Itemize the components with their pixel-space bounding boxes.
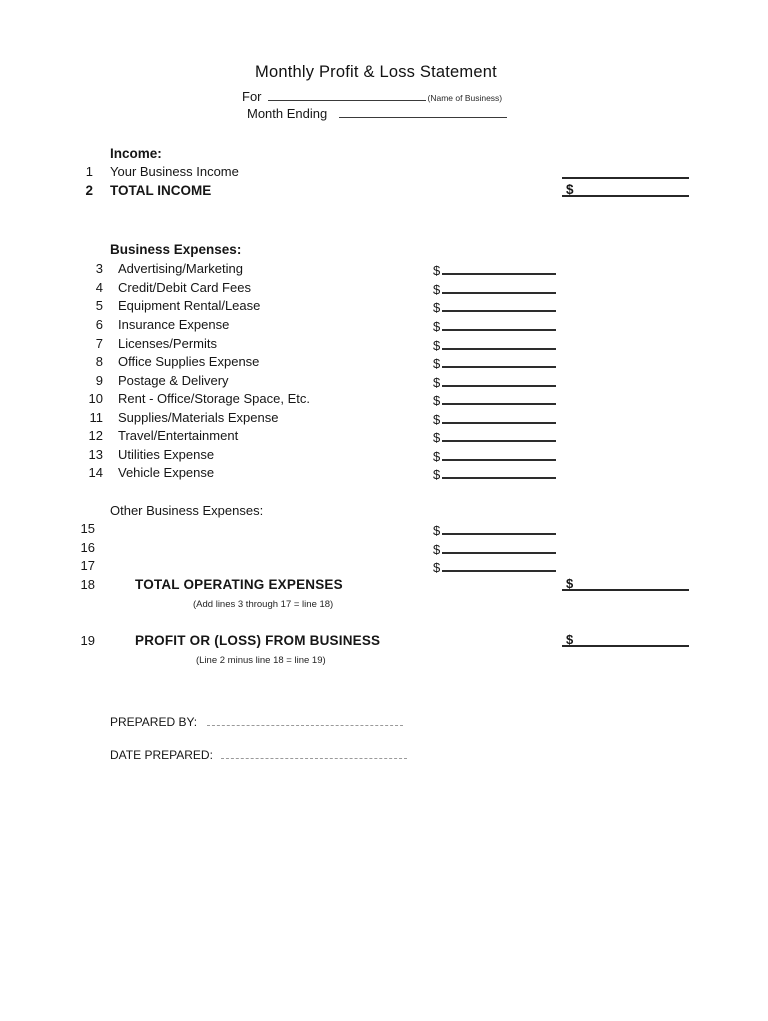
line-number: 16	[80, 540, 95, 555]
date-prepared-label: DATE PREPARED:	[110, 748, 213, 762]
expense-label: Credit/Debit Card Fees	[118, 280, 251, 295]
line-number: 18	[80, 577, 95, 592]
page-title: Monthly Profit & Loss Statement	[255, 63, 497, 81]
line-number: 9	[95, 373, 103, 388]
expense-row	[0, 315, 768, 334]
dollar-sign: $	[433, 375, 441, 390]
total-income-amount-field	[562, 181, 689, 197]
amount-blank-line	[442, 334, 556, 350]
expense-row	[0, 463, 768, 482]
line-number: 2	[85, 183, 93, 198]
expense-row	[0, 426, 768, 445]
amount-field	[433, 278, 556, 297]
amount-field	[433, 463, 556, 482]
expense-row	[0, 389, 768, 408]
amount-field	[433, 334, 556, 353]
other-business-expenses-heading: Other Business Expenses:	[110, 503, 264, 518]
dollar-sign: $	[433, 263, 441, 278]
income-heading: Income:	[110, 146, 162, 161]
prepared-by-blank-line	[207, 713, 403, 726]
amount-blank-line	[442, 463, 556, 479]
expense-label: Insurance Expense	[118, 317, 230, 332]
amount-blank-line	[442, 352, 556, 368]
dollar-sign: $	[433, 412, 441, 427]
line-number: 17	[80, 558, 95, 573]
expense-label: Utilities Expense	[118, 447, 215, 462]
expense-label: Office Supplies Expense	[118, 354, 260, 369]
expense-row	[0, 408, 768, 427]
total-operating-expenses-label: TOTAL OPERATING EXPENSES	[135, 577, 343, 592]
amount-field	[433, 538, 556, 557]
dollar-sign: $	[433, 282, 441, 297]
expense-label: Vehicle Expense	[118, 465, 215, 480]
profit-loss-note: (Line 2 minus line 18 = line 19)	[196, 655, 326, 666]
dollar-sign: $	[566, 632, 574, 647]
business-expenses-heading: Business Expenses:	[110, 242, 242, 257]
amount-blank-line	[442, 315, 556, 331]
amount-blank-line	[442, 538, 556, 554]
profit-loss-label: PROFIT OR (LOSS) FROM BUSINESS	[135, 633, 381, 648]
expense-row	[0, 334, 768, 353]
date-prepared-row	[110, 746, 407, 765]
dollar-sign: $	[433, 319, 441, 334]
amount-field	[433, 389, 556, 408]
expense-label: Equipment Rental/Lease	[118, 298, 261, 313]
amount-blank-line	[442, 371, 556, 387]
for-label: For	[242, 89, 262, 104]
expense-row	[0, 371, 768, 390]
prepared-by-label: PREPARED BY:	[110, 715, 198, 729]
dollar-sign: $	[433, 449, 441, 464]
line-number: 19	[80, 633, 95, 648]
line-number: 11	[89, 410, 103, 425]
amount-blank-line	[442, 426, 556, 442]
amount-field	[433, 352, 556, 371]
total-operating-amount-field	[562, 575, 689, 591]
dollar-sign: $	[433, 560, 441, 575]
line-number: 15	[80, 521, 95, 536]
dollar-sign: $	[433, 300, 441, 315]
dollar-sign: $	[433, 356, 441, 371]
total-operating-expenses-row	[0, 575, 768, 594]
month-ending-blank-line	[339, 105, 507, 118]
amount-blank-line	[442, 519, 556, 535]
income-row-1	[0, 162, 768, 181]
total-income-row	[0, 181, 768, 200]
amount-field	[433, 408, 556, 427]
amount-blank-line	[442, 278, 556, 294]
line-number: 5	[95, 298, 103, 313]
dollar-sign: $	[433, 338, 441, 353]
profit-loss-amount-field	[562, 631, 689, 647]
line-number: 14	[88, 465, 103, 480]
income-label: Your Business Income	[110, 164, 239, 179]
other-expense-row	[0, 538, 768, 557]
dollar-sign: $	[433, 467, 441, 482]
prepared-by-row	[110, 713, 403, 732]
month-ending-label: Month Ending	[247, 106, 328, 121]
line-number: 8	[95, 354, 103, 369]
month-ending-line	[247, 105, 507, 123]
expense-row	[0, 259, 768, 278]
income-amount-blank-line	[562, 162, 689, 179]
dollar-sign: $	[433, 542, 441, 557]
line-number: 4	[95, 280, 103, 295]
expense-row	[0, 352, 768, 371]
line-number: 1	[85, 164, 93, 179]
expense-row	[0, 296, 768, 315]
expense-label: Rent - Office/Storage Space, Etc.	[118, 391, 310, 406]
amount-field	[433, 259, 556, 278]
business-name-blank-line	[268, 88, 426, 101]
expense-label: Licenses/Permits	[118, 336, 217, 351]
dollar-sign: $	[566, 576, 574, 591]
total-operating-note: (Add lines 3 through 17 = line 18)	[193, 599, 334, 610]
dollar-sign: $	[433, 523, 441, 538]
line-number: 10	[88, 391, 103, 406]
total-income-label: TOTAL INCOME	[110, 183, 212, 198]
amount-field	[433, 445, 556, 464]
amount-field	[433, 296, 556, 315]
dollar-sign: $	[566, 182, 574, 197]
date-prepared-blank-line	[221, 746, 407, 759]
amount-blank-line	[442, 259, 556, 275]
line-number: 7	[95, 336, 103, 351]
expense-row	[0, 278, 768, 297]
profit-loss-row	[0, 631, 768, 650]
line-number: 6	[95, 317, 103, 332]
other-expense-row	[0, 519, 768, 538]
expense-label: Postage & Delivery	[118, 373, 229, 388]
amount-field	[433, 315, 556, 334]
line-number: 12	[88, 428, 103, 443]
expense-label: Travel/Entertainment	[118, 428, 239, 443]
expense-row	[0, 445, 768, 464]
amount-blank-line	[442, 445, 556, 461]
amount-blank-line	[442, 389, 556, 405]
other-expense-row	[0, 556, 768, 575]
line-number: 3	[95, 261, 103, 276]
amount-field	[433, 426, 556, 445]
line-number: 13	[88, 447, 103, 462]
expense-label: Advertising/Marketing	[118, 261, 243, 276]
amount-blank-line	[442, 556, 556, 572]
amount-field	[433, 519, 556, 538]
expense-label: Supplies/Materials Expense	[118, 410, 279, 425]
amount-blank-line	[442, 296, 556, 312]
amount-blank-line	[442, 408, 556, 424]
for-line	[242, 88, 502, 106]
name-of-business-note: (Name of Business)	[427, 93, 503, 103]
dollar-sign: $	[433, 393, 441, 408]
amount-field	[433, 371, 556, 390]
amount-field	[433, 556, 556, 575]
dollar-sign: $	[433, 430, 441, 445]
